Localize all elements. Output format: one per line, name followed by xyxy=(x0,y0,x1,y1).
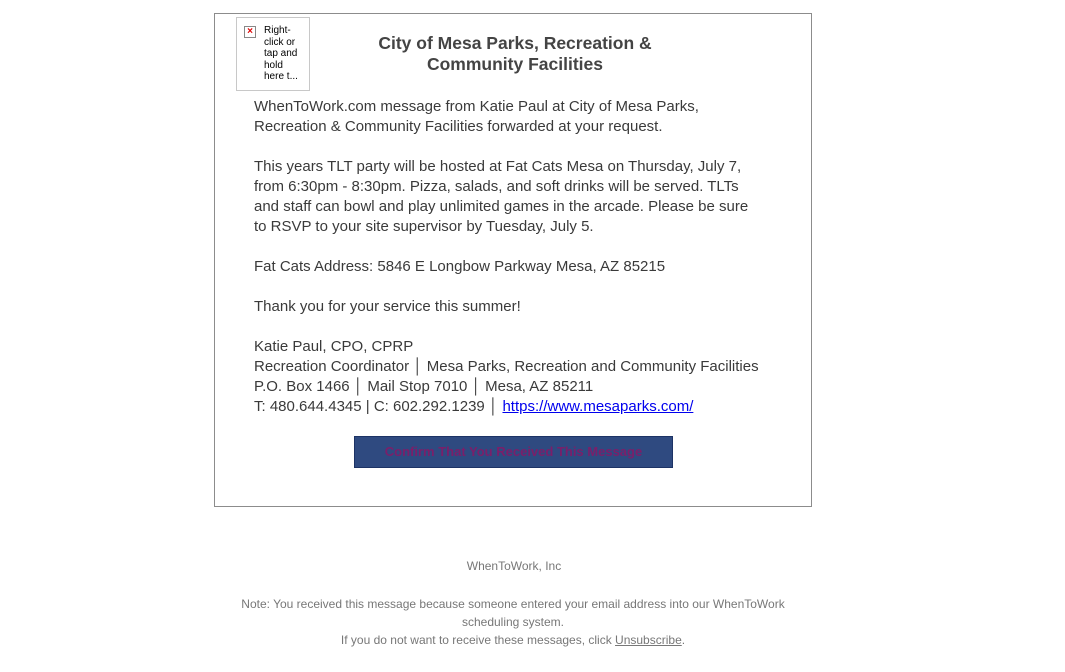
footer-note-prefix: If you do not want to receive these messages, click xyxy=(340,633,616,647)
footer-note-line1: Note: You received this message because someone entered your email address into our WhenToWork xyxy=(241,597,785,611)
address-line: Fat Cats Address: 5846 E Longbow Parkway Mesa, AZ 85215 xyxy=(254,258,666,275)
signature-contact xyxy=(254,397,794,417)
intro-line: Recreation & Community Facilities forwarded at your request. xyxy=(254,118,663,135)
broken-image-icon: × xyxy=(244,26,256,38)
thanks-line: Thank you for your service this summer! xyxy=(254,298,521,315)
footer-note-line3 xyxy=(232,631,794,649)
signature-phones: T: 480.644.4345 | C: 602.292.1239 │ xyxy=(254,398,503,415)
intro-line: WhenToWork.com message from Katie Paul at City of Mesa Parks, xyxy=(254,98,699,115)
signature-name: Katie Paul, CPO, CPRP xyxy=(254,338,414,355)
website-link[interactable]: https://www.mesaparks.com/ xyxy=(502,398,694,415)
footer-note-suffix: . xyxy=(681,633,686,647)
intro-paragraph xyxy=(254,97,794,137)
footer-note-line2: scheduling system. xyxy=(461,615,565,629)
logo-alt-text: Right-click or tap and hold here t... xyxy=(264,25,298,82)
message-body xyxy=(254,97,794,417)
org-title-line1: City of Mesa Parks, Recreation & xyxy=(378,33,652,53)
announcement-line: to RSVP to your site supervisor by Tuesday, July 5. xyxy=(254,218,594,235)
organization-title xyxy=(345,33,685,75)
signature-block xyxy=(254,337,794,417)
announcement-line: from 6:30pm - 8:30pm. Pizza, salads, and soft drinks will be served. TLTs xyxy=(254,178,739,195)
message-card xyxy=(214,13,812,507)
unsubscribe-link[interactable]: Unsubscribe xyxy=(615,633,682,647)
signature-address: P.O. Box 1466 │ Mail Stop 7010 │ Mesa, AZ 85211 xyxy=(254,378,594,395)
org-title-line2: Community Facilities xyxy=(426,54,603,74)
thanks-paragraph xyxy=(254,297,794,317)
announcement-line: and staff can bowl and play unlimited games in the arcade. Please be sure xyxy=(254,198,749,215)
announcement-line: This years TLT party will be hosted at Fat Cats Mesa on Thursday, July 7, xyxy=(254,158,742,175)
footer-note xyxy=(232,595,794,649)
footer-company-name: WhenToWork, Inc xyxy=(466,559,562,573)
address-paragraph xyxy=(254,257,794,277)
logo-image-placeholder[interactable] xyxy=(236,17,310,91)
announcement-paragraph xyxy=(254,157,794,237)
confirm-received-button[interactable]: Confirm That You Received This Message xyxy=(354,436,673,468)
signature-title: Recreation Coordinator │ Mesa Parks, Recreation and Community Facilities xyxy=(254,358,759,375)
